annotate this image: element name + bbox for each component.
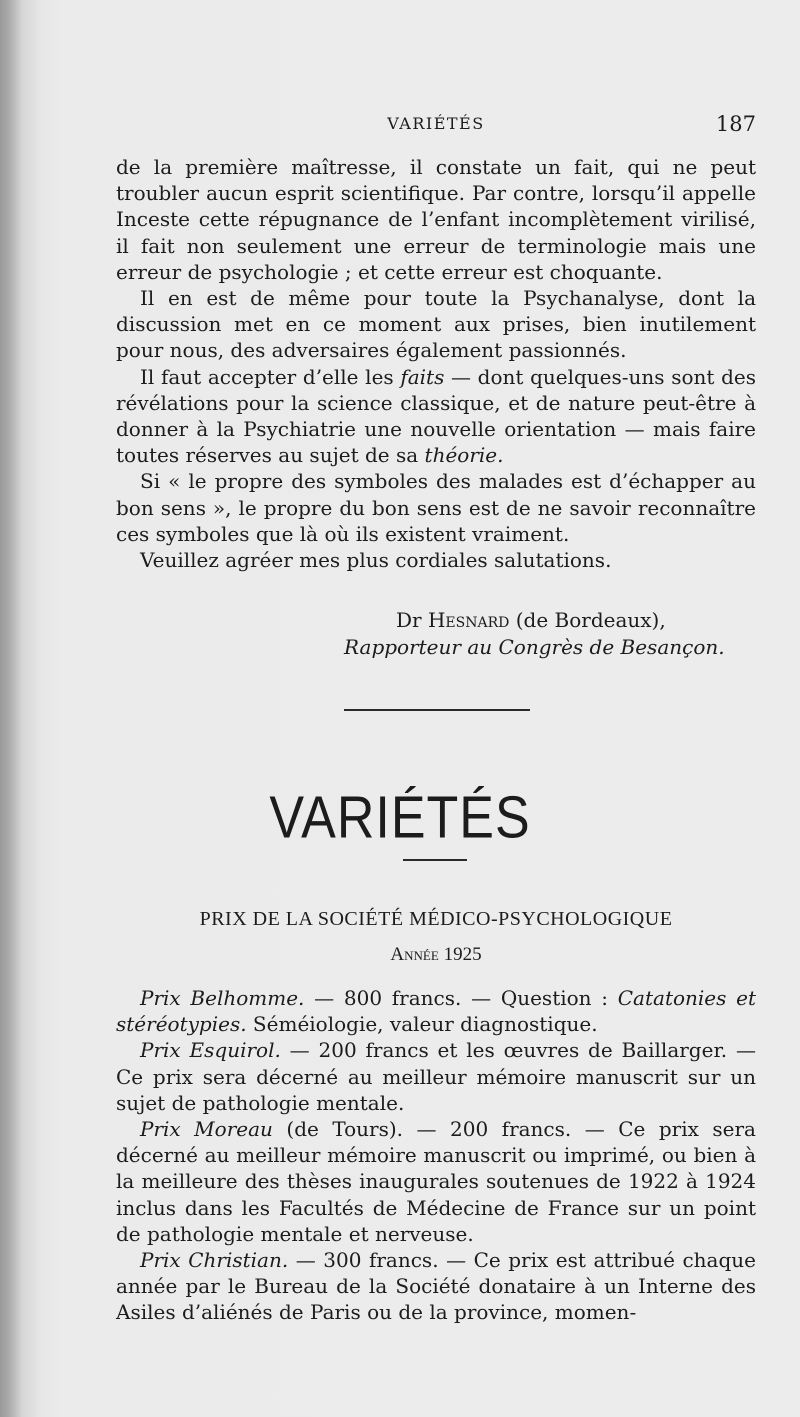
signature-role: Rapporteur au Congrès de Besançon.	[344, 635, 725, 659]
paragraph-3-text-a: Il faut accepter d’elle les	[140, 364, 401, 389]
title-underline	[403, 859, 467, 861]
letter-paragraph-3	[116, 364, 756, 469]
running-header	[116, 112, 756, 142]
section-divider	[344, 709, 530, 711]
letter-closing: Veuillez agréer mes plus cordiales salutations.	[140, 548, 612, 573]
theorie-italic: théorie.	[424, 443, 504, 468]
section-title: VARIÉTÉS	[269, 784, 531, 852]
page-gutter-shadow	[0, 0, 22, 1417]
prize-year-line	[116, 944, 756, 966]
prize-list	[116, 985, 756, 1326]
year-label: Année	[390, 944, 439, 965]
letter-paragraph-2: Il en est de même pour toute la Psychanalyse, dont la discussion met en ce moment aux prises, bien inutilement pour nous, des adversaires également passionnés.	[116, 286, 756, 363]
paragraph-3-text-b: — dont quelques-uns sont des révélations pour la science classique, et de nature peut-être à donner à la Psychiatrie une nouvelle orientation — mais faire toutes réserves au sujet de sa	[116, 364, 756, 468]
prize-christian	[116, 1247, 756, 1326]
signature-line	[396, 608, 666, 632]
prize-text: — 800 francs. — Question :	[304, 986, 618, 1010]
faits-italic: faits	[400, 364, 445, 389]
prize-text: (de Tours). — 200 francs. — Ce prix sera décerné au meilleur mémoire manuscrit ou imprimé, ou bien à la meilleure des thèses inaugurales soutenues de 1922 à 1924 inclus dans les Facultés de Médecine de France sur un point de pathologie mentale et nerveuse.	[116, 1117, 756, 1246]
prize-text: — 300 francs. — Ce prix est attribué chaque année par le Bureau de la Société donataire à un Interne des Asiles d’aliénés de Paris ou de la province, momen-	[116, 1248, 756, 1325]
prize-text: Séméiologie, valeur diagnostique.	[246, 1012, 598, 1037]
letter-body	[116, 154, 756, 573]
signature-place: (de Bordeaux),	[515, 608, 666, 632]
prize-name: Prix Esquirol.	[140, 1038, 281, 1063]
prize-name: Prix Moreau	[140, 1117, 273, 1142]
prize-name: Prix Belhomme.	[140, 986, 305, 1010]
prize-name: Prix Christian.	[140, 1248, 289, 1273]
letter-paragraph-1: de la première maîtresse, il constate un fait, qui ne peut troubler aucun esprit scientifique. Par contre, lorsqu’il appelle Inceste cette répugnance de l’enfant incomplètement virilisé, il fait non seulement une erreur de terminologie mais une erreur de psychologie ; et cette erreur est choquante.	[116, 155, 756, 284]
letter-paragraph-4: Si « le propre des symboles des malades est d’échapper au bon sens », le propre du bon sens est de ne savoir reconnaître ces symboles que là où ils existent vraiment.	[116, 469, 756, 546]
prize-text: — 200 francs et les œuvres de Baillarger. — Ce prix sera décerné au meilleur mémoire manuscrit sur un sujet de pathologie mentale.	[116, 1038, 756, 1115]
page-number: 187	[715, 112, 756, 136]
prize-belhomme	[116, 985, 756, 1037]
signature-prefix: Dr	[396, 608, 422, 632]
year-value: 1925	[443, 944, 482, 965]
prize-esquirol	[116, 1037, 756, 1116]
signature-name: Hesnard	[427, 608, 510, 632]
prize-heading: PRIX DE LA SOCIÉTÉ MÉDICO-PSYCHOLOGIQUE	[199, 908, 673, 930]
running-title: VARIÉTÉS	[387, 114, 485, 133]
prize-question-italic: Catatonies et stéréotypies.	[116, 986, 756, 1037]
prize-moreau	[116, 1116, 756, 1247]
